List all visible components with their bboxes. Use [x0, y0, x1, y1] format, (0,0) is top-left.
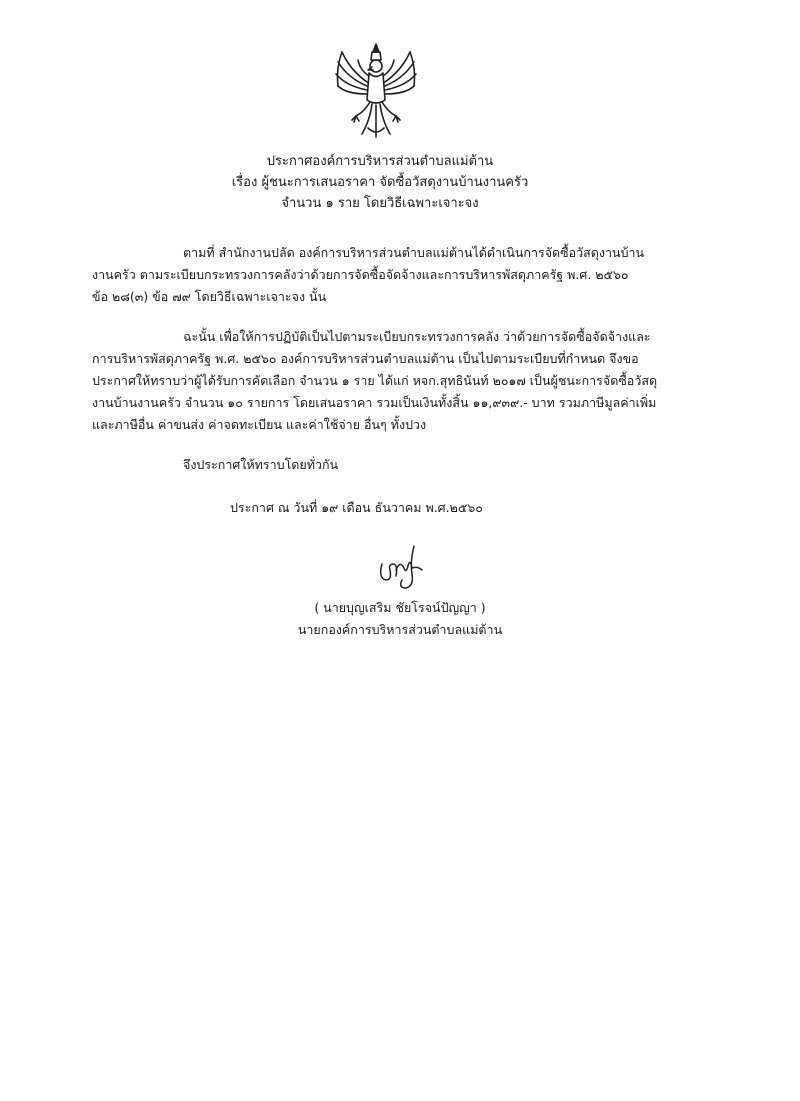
paragraph-2-line-5: และภาษีอื่น ค่าขนส่ง ค่าจดทะเบียน และค่าใช้จ่าย อื่นๆ ทั้งปวง [92, 417, 427, 432]
paragraph-2-line-3: ประกาศให้ทราบว่าผู้ได้รับการคัดเลือก จำนวน ๑ ราย ได้แก่ หจก.สุทธินันท์ ๒๐๑๗ เป็นผู้ชนะการจัดซื้อวัสดุ [92, 373, 658, 388]
handwritten-signature [374, 540, 426, 592]
paragraph-1-line-2: งานครัว ตามระเบียบกระทรวงการคลังว่าด้วยการจัดซื้อจัดจ้างและการบริหารพัสดุภาครัฐ พ.ศ. ๒๕๖๐ [92, 267, 629, 282]
paragraph-1-line-1: ตามที่ สำนักงานปลัด องค์การบริหารส่วนตำบลแม่ต้านได้ดำเนินการจัดซื้อวัสดุงานบ้าน [183, 245, 645, 260]
paragraph-2-line-2: การบริหารพัสดุภาครัฐ พ.ศ. ๒๕๖๐ องค์การบริหารส่วนตำบลแม่ต้าน เป็นไปตามระเบียบที่กำหนด จึงขอ [92, 351, 639, 366]
announcement-subject: เรื่อง ผู้ชนะการเสนอราคา จัดซื้อวัสดุงานบ้านงานครัว [231, 175, 529, 190]
announcement-method: จำนวน ๑ ราย โดยวิธีเฉพาะเจาะจง [281, 196, 479, 211]
closing-statement: จึงประกาศให้ทราบโดยทั่วกัน [183, 457, 339, 472]
paragraph-1-line-3: ข้อ ๒๘(๓) ข้อ ๗๙ โดยวิธีเฉพาะเจาะจง นั้น [92, 289, 327, 304]
announcement-title: ประกาศองค์การบริหารส่วนตำบลแม่ต้าน [266, 154, 494, 169]
signer-position: นายกองค์การบริหารส่วนตำบลแม่ต้าน [297, 622, 503, 637]
paragraph-2-line-1: ฉะนั้น เพื่อให้การปฏิบัติเป็นไปตามระเบียบกระทรวงการคลัง ว่าด้วยการจัดซื้อจัดจ้างและ [183, 329, 651, 344]
signer-name: ( นายบุญเสริม ชัยโรจน์ปัญญา ) [314, 600, 486, 615]
garuda-emblem-icon [332, 40, 420, 140]
announcement-date: ประกาศ ณ วันที่ ๑๙ เดือน ธันวาคม พ.ศ.๒๕๖๐ [230, 500, 483, 515]
paragraph-2-line-4: งานบ้านงานครัว จำนวน ๑๐ รายการ โดยเสนอราคา รวมเป็นเงินทั้งสิ้น ๑๑,๙๓๙.- บาท รวมภาษีมูลค่าเพิ่ม [92, 395, 657, 410]
